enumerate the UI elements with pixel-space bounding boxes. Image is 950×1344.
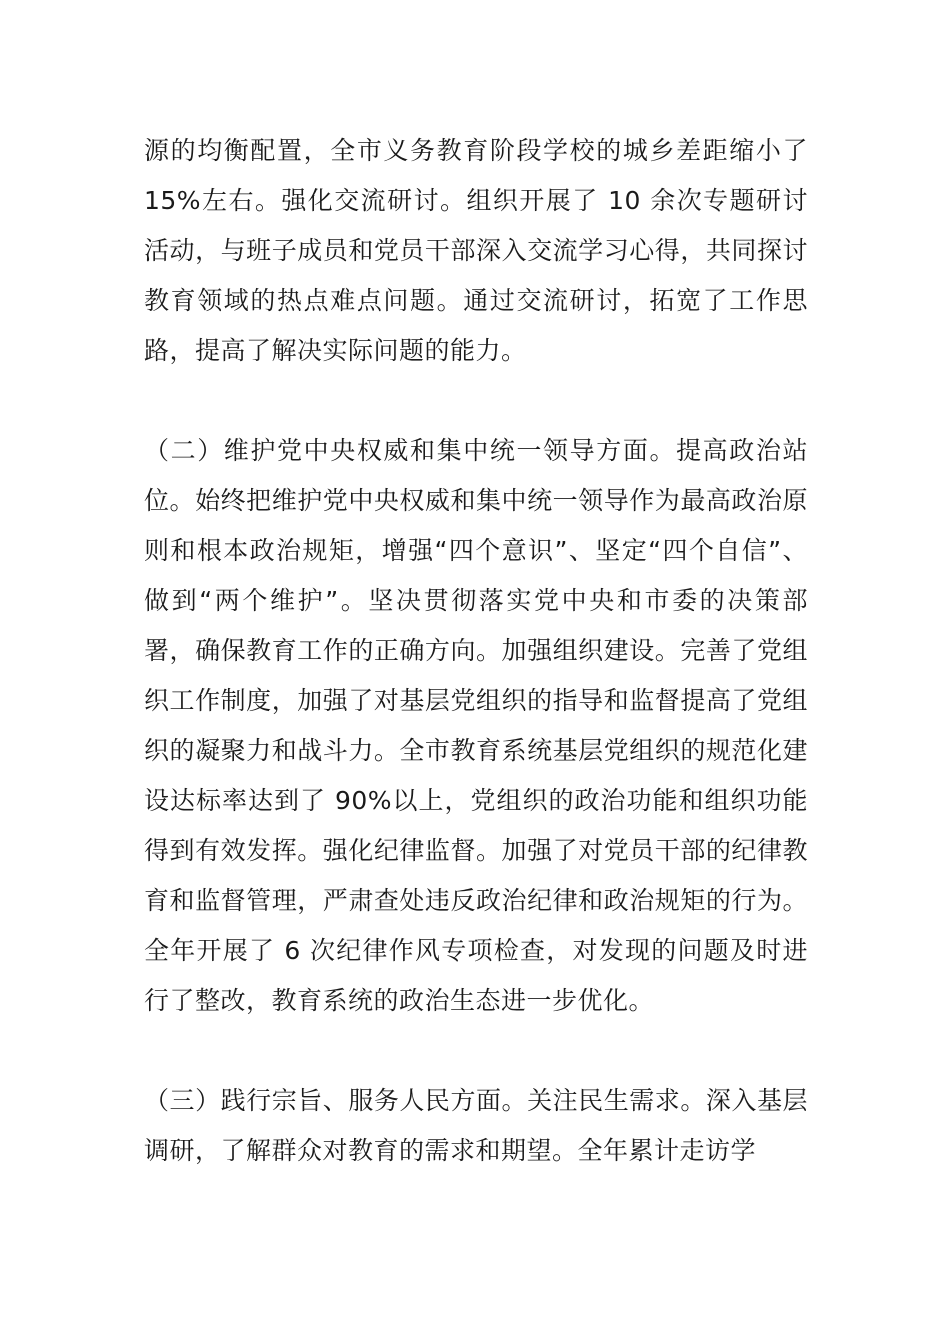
paragraph-section-two: （二）维护党中央权威和集中统一领导方面。提高政治站位。始终把维护党中央权威和集中统一领导作为最高政治原则和根本政治规矩，增强“四个意识”、坚定“四个自信”、做到“两个维护”。坚决贯彻落实党中央和市委的决策部署，确保教育工作的正确方向。加强组织建设。完善了党组织工作制度，加强了对基层党组织的指导和监督提高了党组织的凝聚力和战斗力。全市教育系统基层党组织的规范化建设达标率达到了 90%以上，党组织的政治功能和组织功能得到有效发挥。强化纪律监督。加强了对党员干部的纪律教育和监督管理，严肃查处违反政治纪律和政治规矩的行为。全年开展了 6 次纪律作风专项检查，对发现的问题及时进行了整改，教育系统的政治生态进一步优化。 [144,436,808,1015]
paragraph-section-three: （三）践行宗旨、服务人民方面。关注民生需求。深入基层调研，了解群众对教育的需求和期望。全年累计走访学 [144,1086,808,1165]
paragraph-continuation: 源的均衡配置，全市义务教育阶段学校的城乡差距缩小了15%左右。强化交流研讨。组织开展了 10 余次专题研讨活动，与班子成员和党员干部深入交流学习心得，共同探讨教育领域的热点难点问题。通过交流研讨，拓宽了工作思路，提高了解决实际问题的能力。 [144,136,808,365]
document-body [144,126,808,1176]
